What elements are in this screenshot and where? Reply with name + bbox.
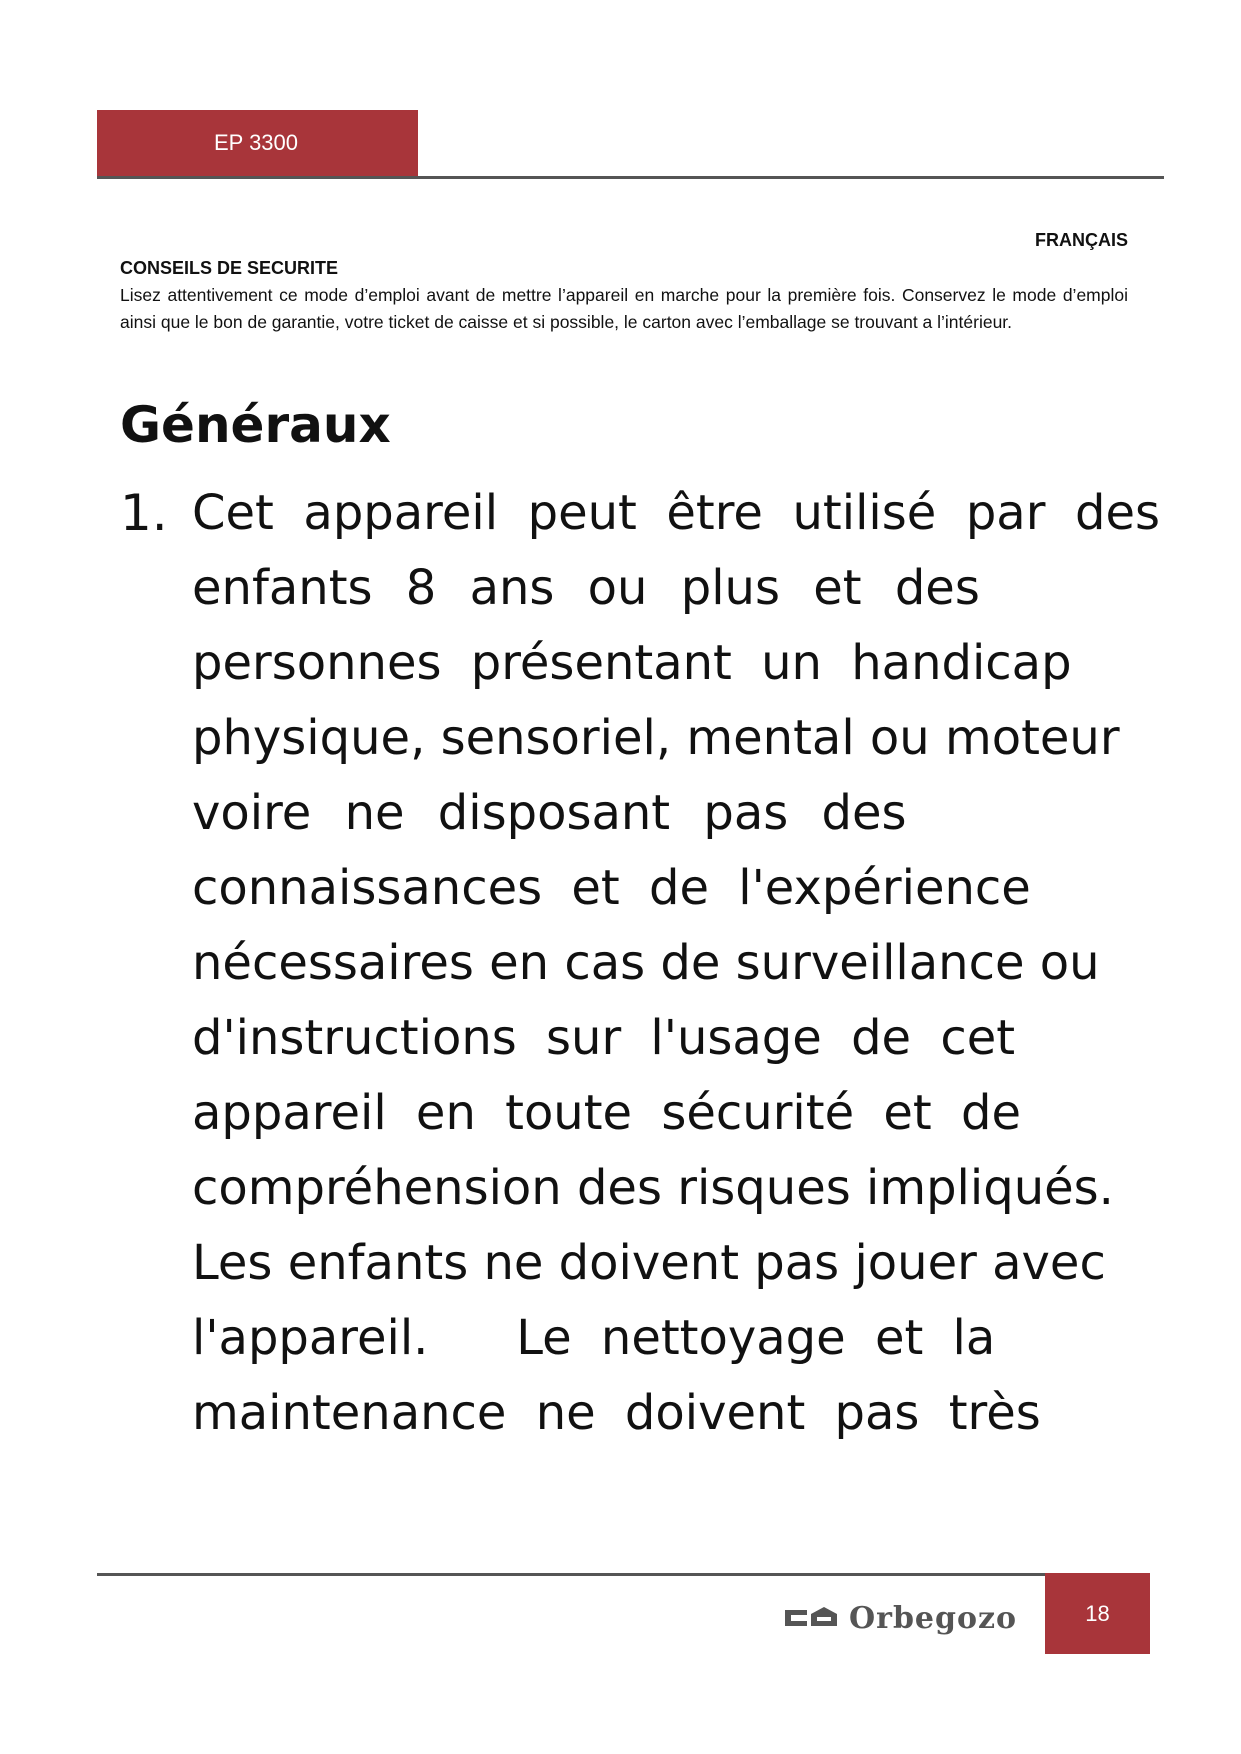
item-line: connaissances et de l'expérience [192,860,1031,916]
item-line: personnes présentant un handicap [192,635,1072,691]
item-line: maintenance ne doivent pas très [192,1385,1041,1441]
item-line: enfants 8 ans ou plus et des [192,560,980,616]
item-line: Cet appareil peut être utilisé par des [192,485,1160,541]
footer-divider [97,1573,1045,1576]
page-number-box [1045,1573,1150,1654]
safety-title: CONSEILS DE SECURITE [120,258,339,278]
section-heading: Généraux [120,396,391,454]
item-line: Les enfants ne doivent pas jouer avec [192,1235,1106,1291]
item-line: d'instructions sur l'usage de cet [192,1010,1016,1066]
header-divider [97,176,1164,179]
header-model-tab [97,110,418,176]
model-name: EP 3300 [214,130,299,155]
list-item-number: 1. [120,484,168,542]
item-line: voire ne disposant pas des [192,785,907,841]
orbegozo-logo-icon [783,1604,839,1632]
item-line: appareil en toute sécurité et de [192,1085,1021,1141]
brand-name: Orbegozo [849,1600,1018,1636]
page-number: 18 [1085,1600,1110,1626]
brand-logo [783,1598,1017,1638]
item-line: nécessaires en cas de surveillance ou [192,935,1100,991]
item-line: compréhension des risques impliqués. [192,1160,1114,1216]
safety-intro-text: Lisez attentivement ce mode d’emploi avant de mettre l’appareil en marche pour la première fois. Conservez le mode d’emploi ainsi que le bon de garantie, votre ticket de caisse et si possible, le carton avec l’emballage se trouvant a l’intérieur. [120,285,1128,332]
language-label: FRANÇAIS [1035,230,1128,250]
item-line: l'appareil. Le nettoyage et la [192,1310,996,1366]
list-item-text [192,476,1160,1451]
item-line: physique, sensoriel, mental ou moteur [192,710,1120,766]
